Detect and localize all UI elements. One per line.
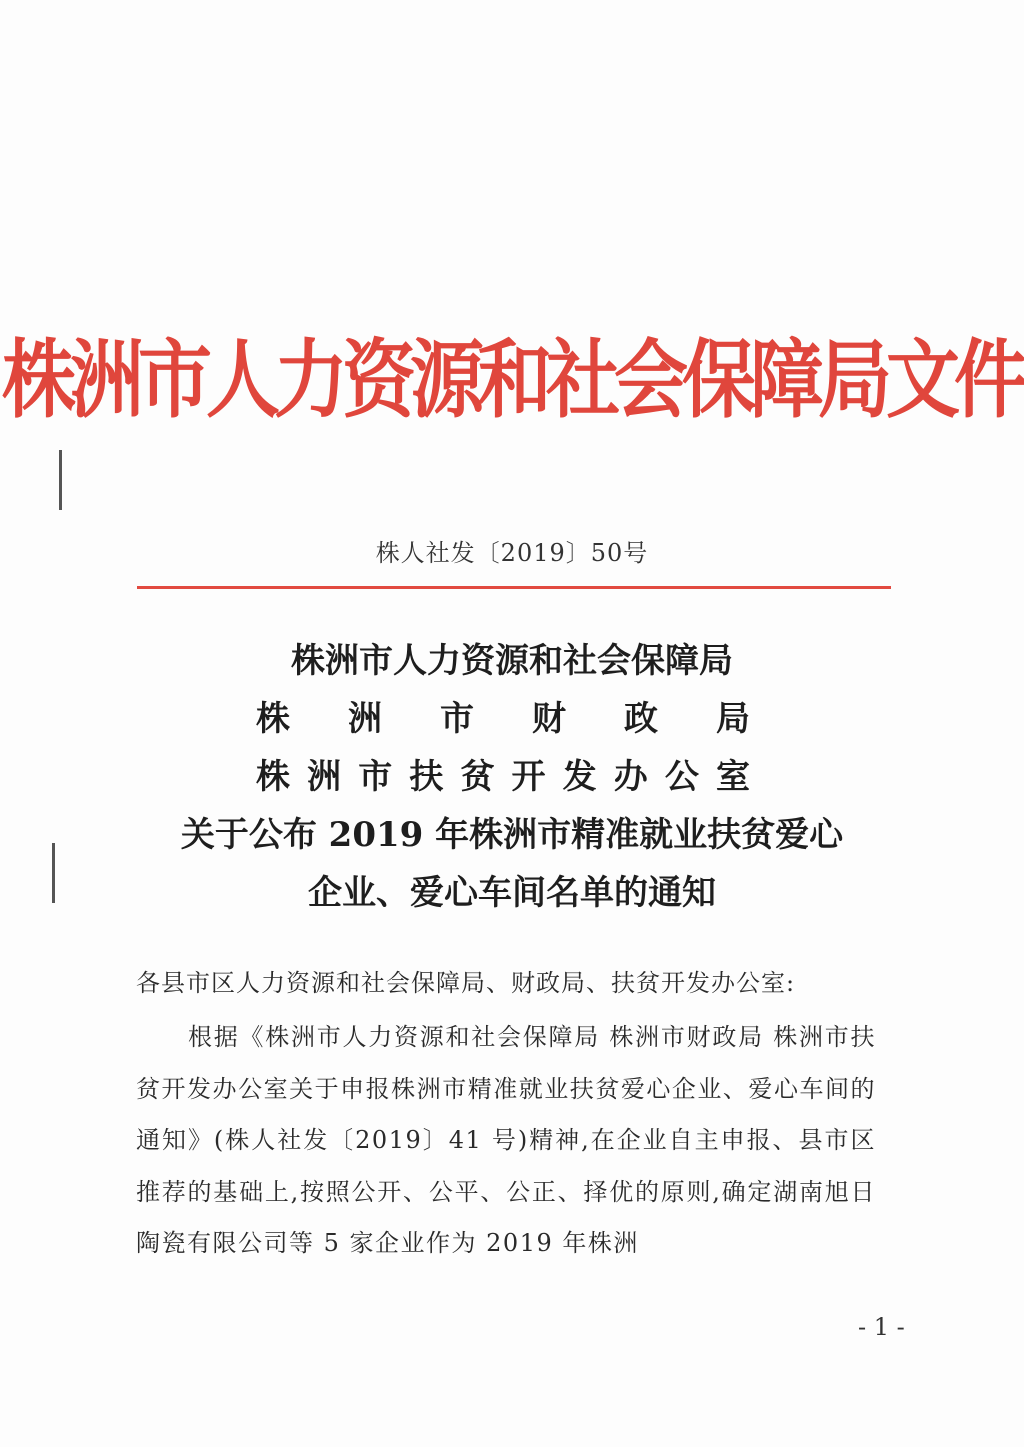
title-line-4: 关于公布 2019 年株洲市精准就业扶贫爱心 <box>180 815 844 855</box>
title-char: 市 <box>440 699 474 739</box>
title-line-5: 企业、爱心车间名单的通知 <box>308 873 716 913</box>
title-char: 室 <box>715 757 750 797</box>
title-char: 贫 <box>460 757 495 797</box>
title-char: 公 <box>664 757 699 797</box>
binding-mark <box>59 450 62 510</box>
title-char: 财 <box>532 699 566 739</box>
title-char: 办 <box>613 757 648 797</box>
document-number: 株人社发〔2019〕50号 <box>375 539 649 567</box>
title-char: 局 <box>716 699 750 739</box>
title-char: 扶 <box>409 757 444 797</box>
title-char: 株 <box>256 757 290 797</box>
title-char: 开 <box>511 757 546 797</box>
notice-title <box>0 632 1024 922</box>
title-char: 株 <box>256 699 290 739</box>
body-paragraph: 根据《株洲市人力资源和社会保障局 株洲市财政局 株洲市扶贫开发办公室关于申报株洲市精准就业扶贫爱心企业、爱心车间的通知》(株人社发〔2019〕41 号)精神,在企业自主申报、县市区推荐的基础上,按照公开、公平、公正、择优的原则,确定湖南旭日陶瓷有限公司等 5 家企业作为 2019 年株洲 <box>136 1023 876 1257</box>
page-number: - 1 - <box>858 1313 905 1341</box>
title-char: 发 <box>562 757 597 797</box>
red-separator-line <box>137 586 891 589</box>
red-header-title: 株洲市人力资源和社会保障局文件 <box>2 331 1022 430</box>
title-char: 洲 <box>307 757 342 797</box>
title-char: 洲 <box>348 699 382 739</box>
title-line-2 <box>256 690 750 748</box>
salutation: 各县市区人力资源和社会保障局、财政局、扶贫开发办公室: <box>136 969 796 997</box>
title-line-1: 株洲市人力资源和社会保障局 <box>291 641 733 681</box>
title-char: 政 <box>624 699 658 739</box>
title-line-3 <box>256 748 750 806</box>
title-char: 市 <box>358 757 393 797</box>
